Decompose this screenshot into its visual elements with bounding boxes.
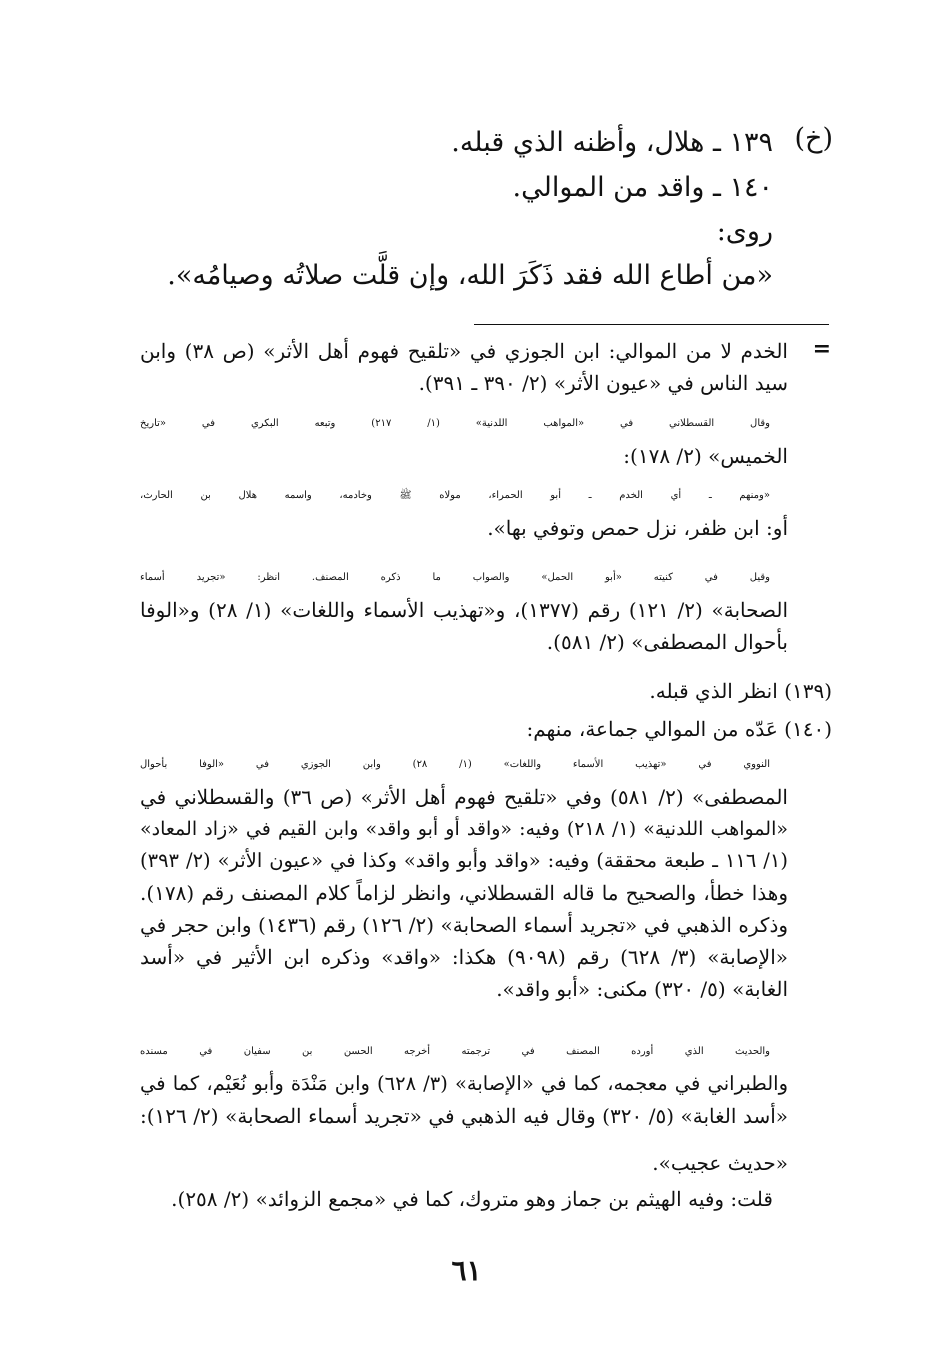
footnote-line: الخدم لا من الموالي: ابن الجوزي في «تلقيح فهوم أهل الأثر» (ص ٣٨) وابن (140, 339, 788, 363)
footnote-line: وقيل في كنيته «أبو الحمل» والصواب ما ذكره المصنف. انظر: «تجريد أسماء (140, 572, 770, 583)
footnote-line: النووي في «تهذيب الأسماء واللغات» (١/ ٢٨) وابن الجوزي في «الوفا بأحوال (140, 759, 770, 770)
footnote-line: أو: ابن ظفر، نزل حمص وتوفي بها». (487, 516, 788, 540)
footnote-line: «الإصابة» (٣/ ٦٢٨) رقم (٩٠٩٨) هكذا: «واقد» وذكره ابن الأثير في «أسد (140, 945, 788, 969)
footnote-remark: قلت: وفيه الهيثم بن جماز وهو متروك، كما في «مجمع الزوائد» (٢/ ٢٥٨). (171, 1187, 773, 1211)
footnote-line: «أسد الغابة» (٥/ ٣٢٠) وقال فيه الذهبي في «تجريد أسماء الصحابة» (٢/ ١٢٦): (140, 1104, 788, 1128)
footnote-line: بأحوال المصطفى» (٢/ ٥٨١). (546, 630, 788, 654)
footnote-paragraph (140, 1036, 788, 1132)
main-entry-139: ١٣٩ ـ هلال، وأظنه الذي قبله. (451, 127, 773, 158)
footnote-quote: «حديث عجيب». (652, 1151, 788, 1175)
source-marker: (خ) (794, 123, 833, 154)
footnote-line: الغابة» (٥/ ٣٢٠) مكنى: «أبو واقد». (496, 977, 788, 1001)
footnote-line: «المواهب اللدنية» (١/ ٢١٨) وفيه: «واقد أو أبو واقد» وابن القيم في «زاد المعاد» (140, 818, 788, 840)
footnote-line: سيد الناس في «عيون الأثر» (٢/ ٣٩٠ ـ ٣٩١). (418, 371, 788, 395)
footnote-line: المصطفى» (٢/ ٥٨١) وفي «تلقيح فهوم أهل الأثر» (ص ٣٦) والقسطلاني في (140, 785, 788, 809)
page-number: ٦١ (451, 1254, 482, 1287)
footnote-line: «ومنهم ـ أي الخدم ـ أبو الحمراء، مولاه ﷺ وخادمه، واسمه هلال بن الحارث، (140, 490, 770, 501)
footnote-paragraph (140, 335, 788, 399)
footnote-139: (١٣٩) انظر الذي قبله. (649, 679, 832, 703)
footnote-line: الصحابة» (٢/ ١٢١) رقم (١٣٧٧)، و«تهذيب الأسماء واللغات» (١/ ٢٨) و«الوفا (140, 598, 789, 622)
footnote-140-heading: (١٤٠) عَدّه من الموالي جماعة، منهم: (526, 717, 832, 741)
footnote-line: الخميس» (٢/ ١٧٨): (623, 444, 788, 468)
footnote-paragraph (140, 562, 788, 658)
continuation-mark: = (812, 336, 831, 362)
footnote-line: وذكره الذهبي في «تجريد أسماء الصحابة» (٢/ ١٢٦) رقم (١٤٣٦) وابن حجر في (140, 913, 789, 937)
main-hadith-text: «من أطاع الله فقد ذَكَرَ الله، وإن قلَّت صلاتُه وصيامُه». (167, 260, 773, 291)
main-entry-140: ١٤٠ ـ واقد من الموالي. (512, 172, 773, 203)
footnote-line: والحديث الذي أورده المصنف في ترجمته أخرجه الحسن بن سفيان في مسنده (140, 1046, 770, 1057)
footnote-line: وهذا خطأ، والصحيح ما قاله القسطلاني، وانظر لزاماً كلام المصنف رقم (١٧٨). (140, 881, 788, 905)
footnote-paragraph (140, 749, 788, 1005)
main-narration-label: روى: (716, 216, 773, 247)
footnote-line: والطبراني في معجمه، كما في «الإصابة» (٣/ ٦٢٨) وابن مَنْدَة وأبو نُعَيْم، كما في (140, 1072, 788, 1095)
footnote-line: (١/ ١١٦ ـ طبعة محققة) وفيه: «واقد وأبو واقد» وكذا في «عيون الأثر» (٢/ ٣٩٣) (140, 849, 788, 872)
footnote-line: وقال القسطلاني في «المواهب اللدنية» (١/ ٢١٧) وتبعه البكري في «تاريخ (140, 418, 770, 429)
footnote-paragraph (140, 480, 788, 544)
footnote-paragraph (140, 408, 788, 472)
footnote-separator (474, 324, 829, 325)
